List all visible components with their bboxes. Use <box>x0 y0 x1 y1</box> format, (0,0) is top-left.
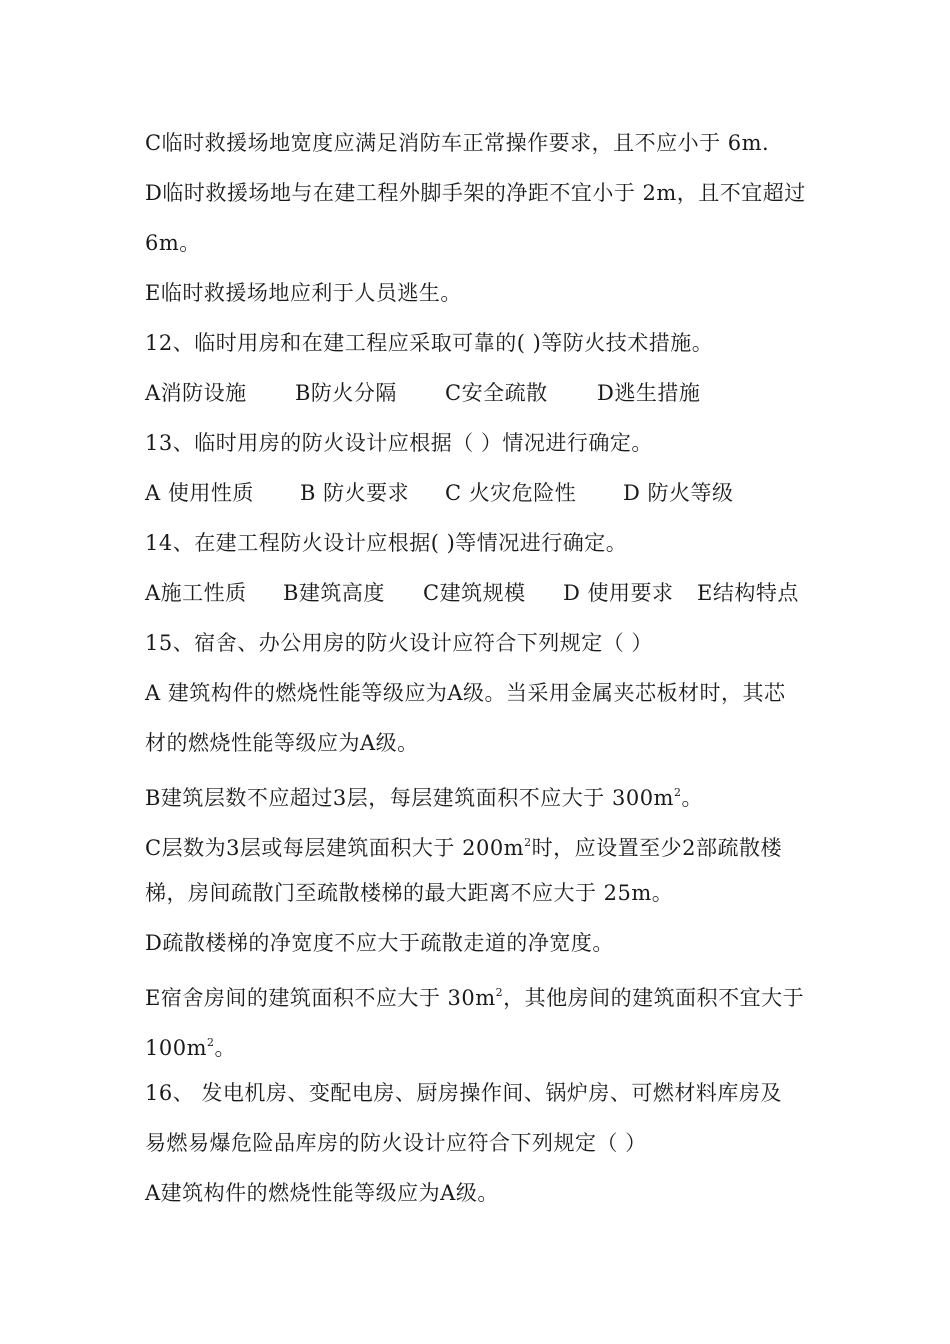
question-15-d: D疏散楼梯的净宽度不应大于疏散走道的净宽度。 <box>145 931 614 955</box>
question-14: 14、在建工程防火设计应根据( )等情况进行确定。 <box>145 531 628 555</box>
option-d: D 防火等级 <box>623 481 734 505</box>
text: 。 <box>681 786 703 810</box>
question-16-a: A建筑构件的燃烧性能等级应为A级。 <box>145 1181 499 1205</box>
question-15-b <box>145 768 825 818</box>
question-15-e-cont <box>145 1018 825 1068</box>
option-a: A消防设施 <box>145 381 247 405</box>
question-14-options <box>145 568 825 618</box>
question-13: 13、临时用房的防火设计应根据（ ）情况进行确定。 <box>145 431 653 455</box>
superscript: 2 <box>673 786 682 799</box>
option-c: C建筑规模 <box>423 581 526 605</box>
text: C层数为3层或每层建筑面积大于 200m <box>145 836 525 860</box>
option-d: D逃生措施 <box>597 381 701 405</box>
option-a: A施工性质 <box>145 581 247 605</box>
question-16: 16、 发电机房、变配电房、厨房操作间、锅炉房、可燃材料库房及 <box>145 1081 782 1105</box>
question-15-c <box>145 818 825 868</box>
superscript: 2 <box>495 986 504 999</box>
question-16-cont: 易燃易爆危险品库房的防火设计应符合下列规定（ ） <box>145 1131 647 1155</box>
question-15-a: A 建筑构件的燃烧性能等级应为A级。当采用金属夹芯板材时，其芯 <box>145 681 786 705</box>
question-12: 12、临时用房和在建工程应采取可靠的( )等防火技术措施。 <box>145 331 714 355</box>
text-line-d: D临时救援场地与在建工程外脚手架的净距不宜小于 2m，且不宜超过 <box>145 181 806 205</box>
question-15-c-cont: 梯，房间疏散门至疏散楼梯的最大距离不应大于 25m。 <box>145 881 674 905</box>
text: 。 <box>214 1036 236 1060</box>
question-12-options <box>145 368 825 418</box>
question-13-options <box>145 468 825 518</box>
option-c: C安全疏散 <box>445 381 548 405</box>
text: ，其他房间的建筑面积不宜大于 <box>503 986 805 1010</box>
option-b: B 防火要求 <box>300 481 410 505</box>
option-b: B防火分隔 <box>295 381 397 405</box>
text: E宿舍房间的建筑面积不应大于 30m <box>145 986 496 1010</box>
text: 100m <box>145 1036 207 1060</box>
question-15-e <box>145 968 825 1018</box>
option-c: C 火灾危险性 <box>445 481 577 505</box>
text-line-e: E临时救援场地应利于人员逃生。 <box>145 281 462 305</box>
option-b: B建筑高度 <box>283 581 385 605</box>
question-15-a-cont: 材的燃烧性能等级应为A级。 <box>145 731 419 755</box>
superscript: 2 <box>524 836 532 849</box>
question-15: 15、宿舍、办公用房的防火设计应符合下列规定（ ） <box>145 631 653 655</box>
superscript: 2 <box>207 1036 215 1049</box>
option-d: D 使用要求 <box>563 581 674 605</box>
text-line-d-cont: 6m。 <box>145 231 201 255</box>
text-line-c: C临时救援场地宽度应满足消防车正常操作要求，且不应小于 6m. <box>145 131 770 155</box>
option-a: A 使用性质 <box>145 481 254 505</box>
option-e: E结构特点 <box>697 581 799 605</box>
document-page <box>145 118 825 1218</box>
text: 时，应设置至少2部疏散楼 <box>531 836 782 860</box>
text: B建筑层数不应超过3层，每层建筑面积不应大于 300m <box>145 786 674 810</box>
